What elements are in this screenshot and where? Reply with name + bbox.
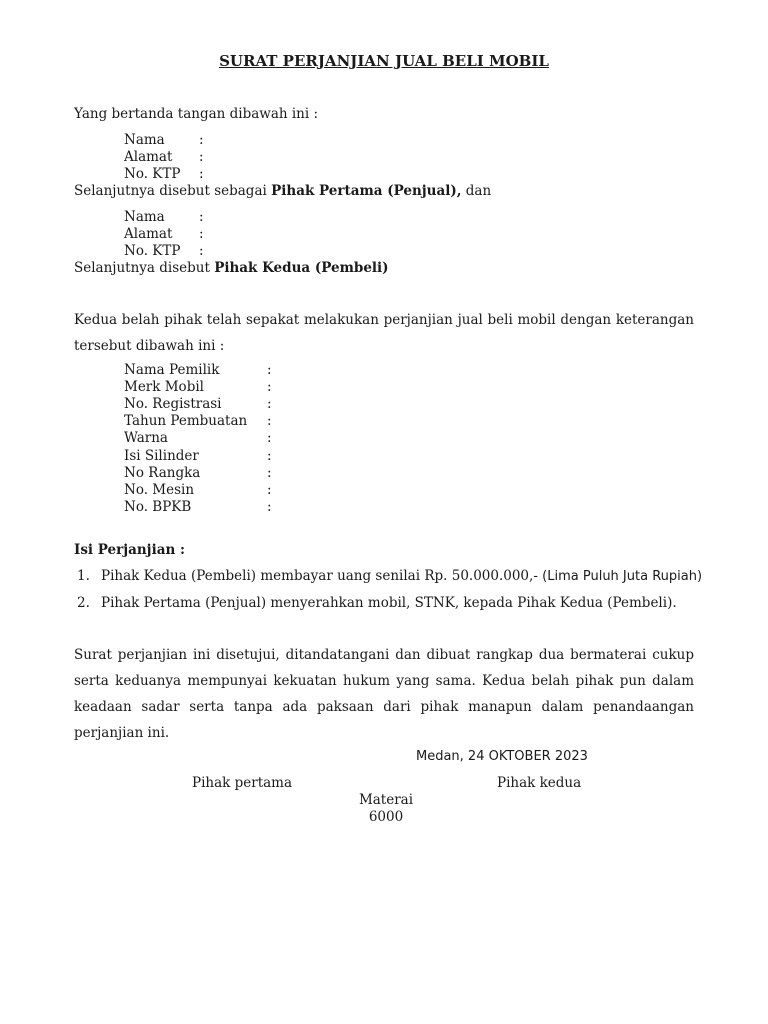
party2-name-label: Nama bbox=[124, 209, 165, 225]
vehicle-color-colon: : bbox=[267, 430, 272, 446]
intro-text: Yang bertanda tangan dibawah ini : bbox=[74, 106, 319, 122]
vehicle-cylinder-label: Isi Silinder bbox=[124, 448, 199, 464]
party2-address-label: Alamat bbox=[124, 226, 173, 242]
party1-designation bbox=[74, 183, 491, 199]
party1-name-label: Nama bbox=[124, 132, 165, 148]
party1-designation-suffix: dan bbox=[461, 183, 492, 199]
party2-ktp-label: No. KTP bbox=[124, 243, 181, 259]
party1-ktp-label: No. KTP bbox=[124, 166, 181, 182]
vehicle-brand-label: Merk Mobil bbox=[124, 379, 204, 395]
signature-second-party: Pihak kedua bbox=[497, 775, 582, 791]
vehicle-cylinder-colon: : bbox=[267, 448, 272, 464]
party1-designation-bold: Pihak Pertama (Penjual), bbox=[271, 183, 462, 199]
vehicle-registration-colon: : bbox=[267, 396, 272, 412]
vehicle-registration-label: No. Registrasi bbox=[124, 396, 222, 412]
party2-name-colon: : bbox=[199, 209, 204, 225]
document-title: SURAT PERJANJIAN JUAL BELI MOBIL bbox=[219, 52, 549, 70]
party1-ktp-colon: : bbox=[199, 166, 204, 182]
party1-address-colon: : bbox=[199, 149, 204, 165]
clause-item bbox=[101, 595, 677, 611]
vehicle-owner-label: Nama Pemilik bbox=[124, 362, 220, 378]
clause-text: Pihak Pertama (Penjual) menyerahkan mobil, STNK, kepada Pihak Kedua (Pembeli). bbox=[101, 595, 677, 611]
agreement-intro: Kedua belah pihak telah sepakat melakukan perjanjian jual beli mobil dengan keterangan tersebut dibawah ini : bbox=[74, 312, 694, 354]
place-date: Medan, 24 OKTOBER 2023 bbox=[416, 749, 588, 764]
party1-name-colon: : bbox=[199, 132, 204, 148]
clause-item bbox=[101, 568, 702, 584]
vehicle-bpkb-colon: : bbox=[267, 499, 272, 515]
vehicle-engine-label: No. Mesin bbox=[124, 482, 195, 498]
vehicle-year-colon: : bbox=[267, 413, 272, 429]
stamp-label: Materai bbox=[358, 792, 414, 808]
party1-address-label: Alamat bbox=[124, 149, 173, 165]
closing-paragraph: Surat perjanjian ini disetujui, ditandatangani dan dibuat rangkap dua bermaterai cukup serta keduanya mempunyai kekuatan hukum yang sama. Kedua belah pihak pun dalam keadaan sadar serta tanpa ada paksaan dari pihak manapun dalam penandaangan perjanjian ini. bbox=[74, 647, 694, 741]
vehicle-owner-colon: : bbox=[267, 362, 272, 378]
vehicle-bpkb-label: No. BPKB bbox=[124, 499, 192, 515]
vehicle-year-label: Tahun Pembuatan bbox=[124, 413, 248, 429]
party2-designation-bold: Pihak Kedua (Pembeli) bbox=[214, 260, 389, 276]
contents-heading: Isi Perjanjian : bbox=[74, 542, 185, 558]
party1-designation-prefix: Selanjutnya disebut sebagai bbox=[74, 183, 272, 199]
vehicle-chassis-label: No Rangka bbox=[124, 465, 201, 481]
clause-amount-words: (Lima Puluh Juta Rupiah) bbox=[542, 569, 703, 584]
clause-number: 2. bbox=[77, 595, 90, 611]
party2-ktp-colon: : bbox=[199, 243, 204, 259]
clause-text: Pihak Kedua (Pembeli) membayar uang senilai Rp. 50.000.000,- bbox=[101, 568, 543, 584]
party2-designation bbox=[74, 260, 389, 276]
signature-first-party: Pihak pertama bbox=[192, 775, 293, 791]
party2-address-colon: : bbox=[199, 226, 204, 242]
clause-number: 1. bbox=[77, 568, 90, 584]
vehicle-chassis-colon: : bbox=[267, 465, 272, 481]
vehicle-color-label: Warna bbox=[124, 430, 168, 446]
vehicle-engine-colon: : bbox=[267, 482, 272, 498]
party2-designation-prefix: Selanjutnya disebut bbox=[74, 260, 215, 276]
vehicle-brand-colon: : bbox=[267, 379, 272, 395]
stamp-value: 6000 bbox=[368, 809, 404, 825]
